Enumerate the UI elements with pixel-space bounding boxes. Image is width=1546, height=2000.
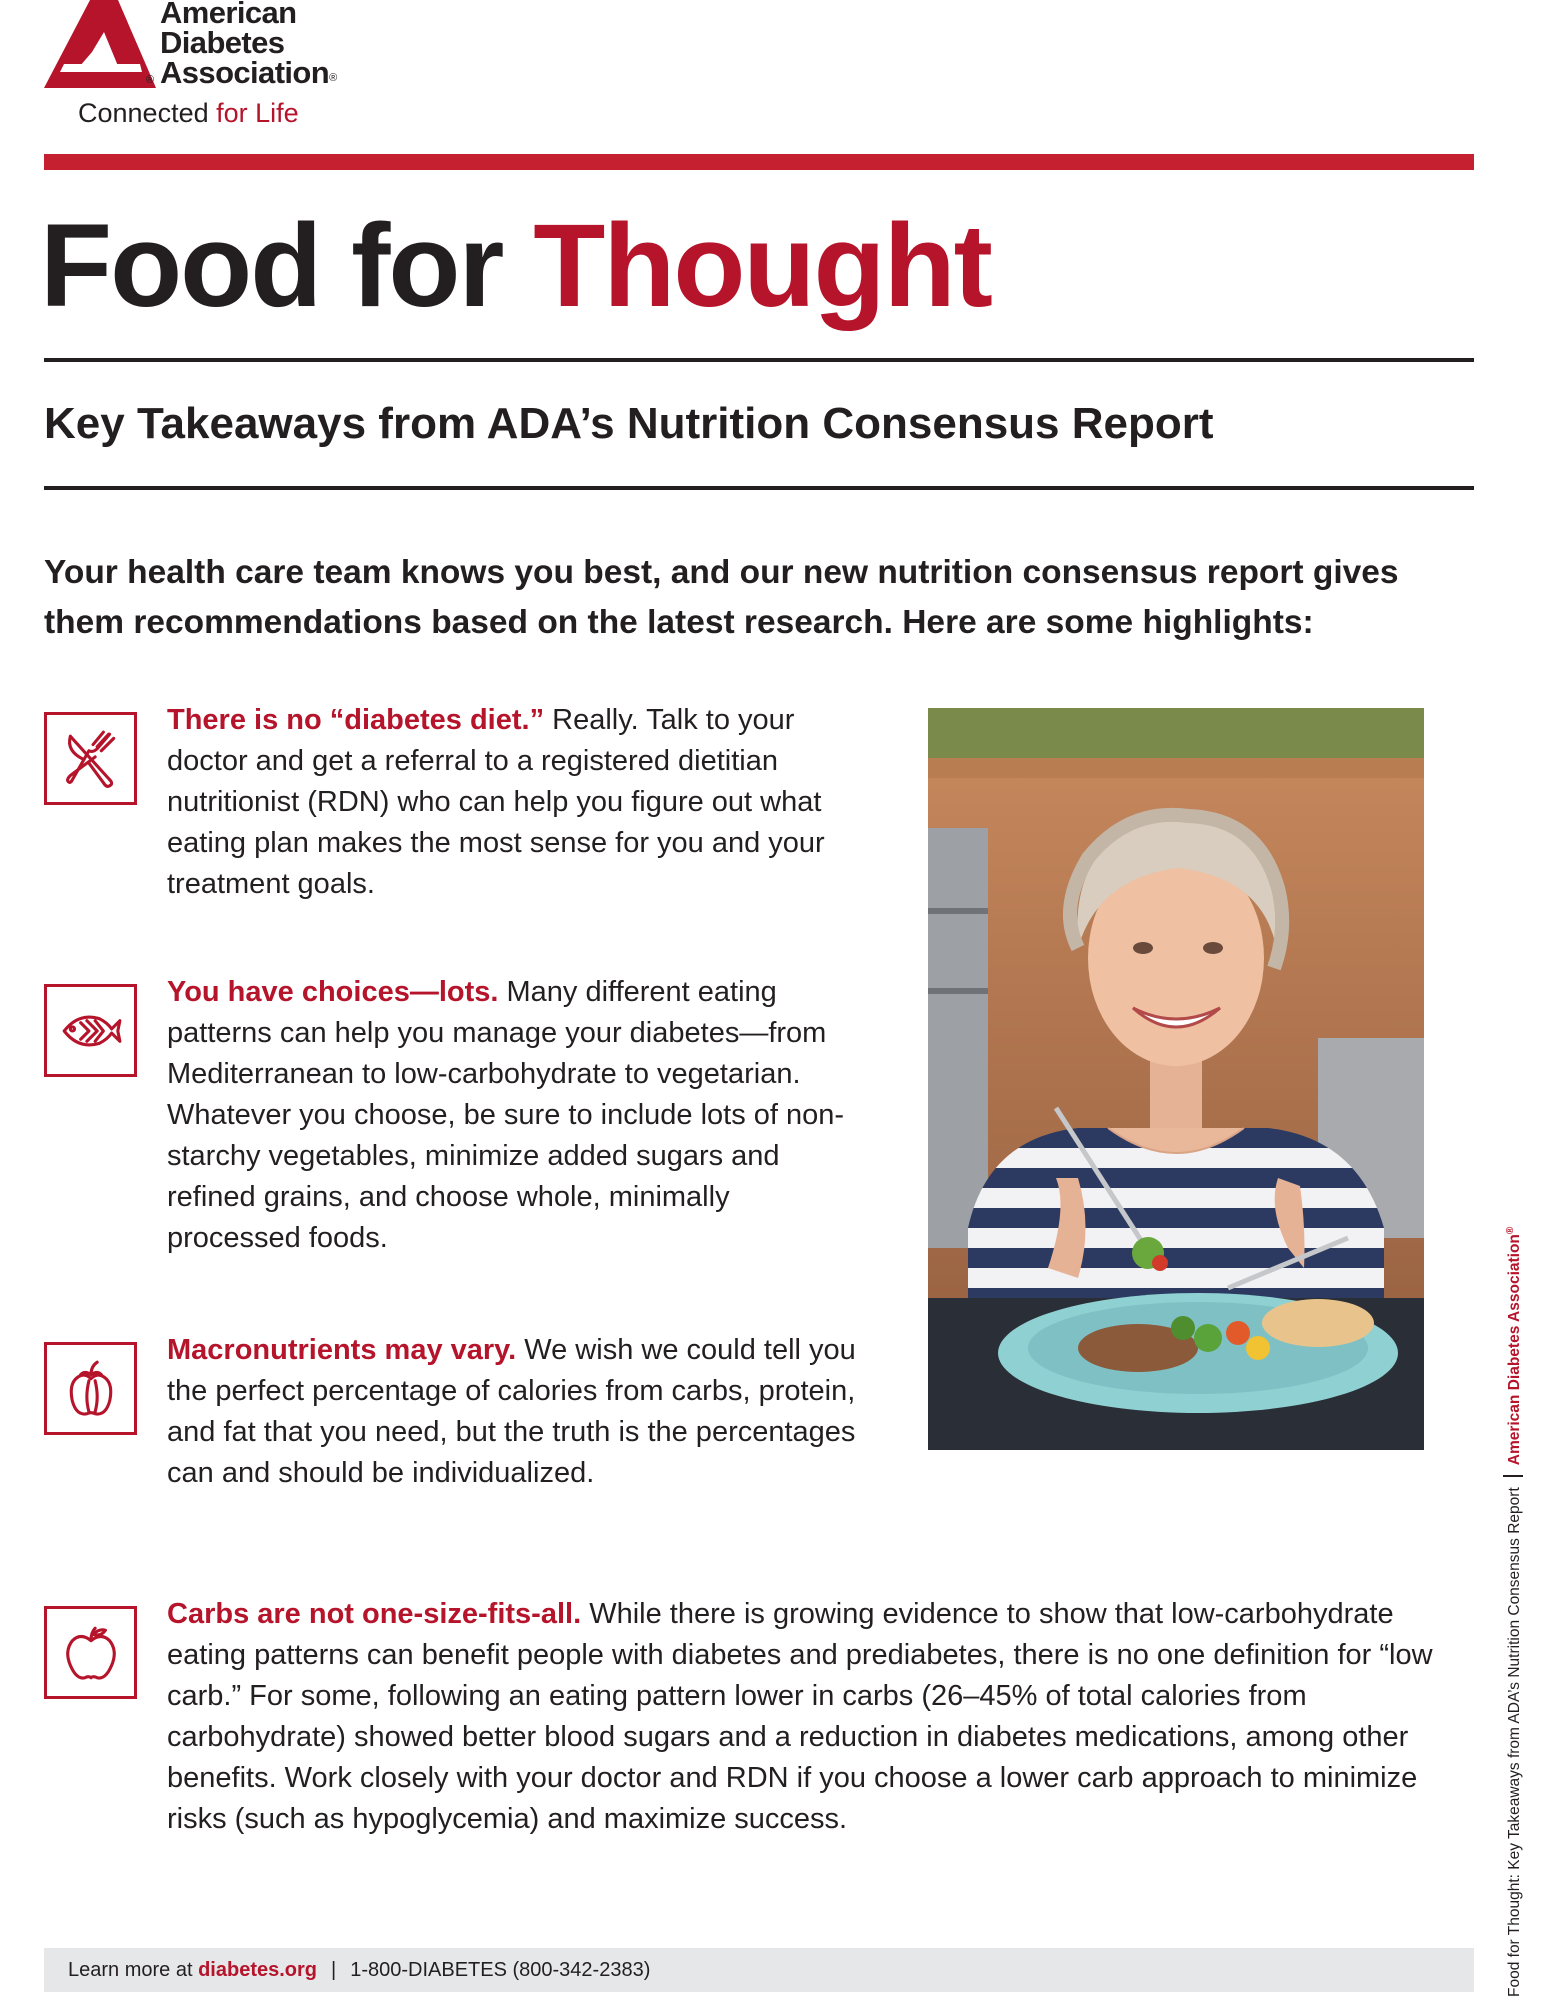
- footer-bar: [44, 1948, 1474, 1992]
- side-caption-text: Food for Thought: Key Takeaways from ADA’s Nutrition Consensus Report: [1506, 1487, 1524, 1997]
- logo-line-3-text: Association: [160, 55, 330, 90]
- item-2-lead: You have choices—lots.: [167, 976, 499, 1008]
- footer-phone[interactable]: 1-800-DIABETES (800-342-2383): [350, 1959, 651, 1981]
- logo-line-1: American: [160, 0, 297, 30]
- title-divider: [44, 358, 1474, 362]
- pepper-icon-box: [44, 1342, 137, 1435]
- fork-knife-icon: [58, 726, 124, 792]
- apple-icon-box: [44, 1606, 137, 1699]
- item-4-body: While there is growing evidence to show that low-carbohydrate eating patterns can benefit people with diabetes and prediabetes, there is no one definition for “low carb.” For some, following an eating pattern lower in carbs (26–45% of total calories from carbohydrate) showed better blood sugars and a reduction in diabetes medications, among other benefits. Work closely with your doctor and RDN if you choose a lower carb approach to minimize risks (such as hypoglycemia) and maximize success.: [167, 1598, 1433, 1835]
- apple-icon: [58, 1620, 124, 1686]
- woman-eating-salad-photo: [928, 708, 1424, 1450]
- woman-eating-salad-illustration: [928, 708, 1424, 1450]
- side-caption-org-mark: ®: [1505, 1226, 1516, 1235]
- logo-wordmark: [160, 0, 337, 93]
- logo-registered-mark: ®: [146, 74, 155, 86]
- pepper-icon: [58, 1356, 124, 1422]
- page-title: [40, 196, 991, 336]
- fish-icon-box: [44, 984, 137, 1077]
- intro-paragraph: Your health care team knows you best, and our new nutrition consensus report gives them recommendations based on the latest research. Here are some highlights:: [44, 554, 1399, 641]
- title-part-1: Food for: [40, 200, 534, 332]
- item-3: [167, 1330, 857, 1494]
- item-2-body: Many different eating patterns can help you manage your diabetes—from Mediterranean to low-carbohydrate to vegetarian. Whatever you choose, be sure to include lots of non-starchy vegetables, minimize added sugars and refined grains, and choose whole, minimally processed foods.: [167, 976, 845, 1254]
- item-3-body: We wish we could tell you the perfect percentage of calories from carbs, protein, and fat that you need, but the truth is the percentages can and should be individualized.: [167, 1334, 856, 1489]
- tagline: [78, 98, 299, 129]
- footer-prefix: Learn more at: [68, 1959, 199, 1981]
- item-4: [167, 1594, 1467, 1840]
- footer-separator: |: [331, 1959, 337, 1981]
- fish-icon: [58, 998, 124, 1064]
- side-caption-divider: [1503, 1475, 1523, 1477]
- logo-line-2: Diabetes: [160, 25, 285, 60]
- fork-knife-icon-box: [44, 712, 137, 805]
- logo-line-3: [160, 55, 337, 93]
- side-caption-org: American Diabetes Association: [1506, 1234, 1524, 1466]
- page-subtitle: Key Takeaways from ADA’s Nutrition Consensus Report: [44, 399, 1214, 448]
- title-part-2: Thought: [533, 200, 991, 332]
- logo-registered-mark-2: ®: [329, 72, 337, 84]
- item-4-lead: Carbs are not one-size-fits-all.: [167, 1598, 582, 1630]
- item-1: [167, 700, 857, 905]
- diabetes-org-link[interactable]: diabetes.org: [198, 1959, 317, 1981]
- subtitle-divider: [44, 486, 1474, 490]
- item-1-body: Really. Talk to your doctor and get a referral to a registered dietitian nutritionist (RDN) who can help you figure out what eating plan makes the most sense for you and your treatment goals.: [167, 704, 825, 900]
- ada-triangle-logo-icon: [44, 0, 156, 90]
- side-caption: [1500, 1227, 1526, 1997]
- header-red-bar: [44, 154, 1474, 170]
- tagline-part-1: Connected: [78, 98, 217, 128]
- item-2: [167, 972, 857, 1259]
- item-1-lead: There is no “diabetes diet.”: [167, 704, 545, 736]
- item-3-lead: Macronutrients may vary.: [167, 1334, 517, 1366]
- tagline-part-2: for Life: [216, 98, 299, 128]
